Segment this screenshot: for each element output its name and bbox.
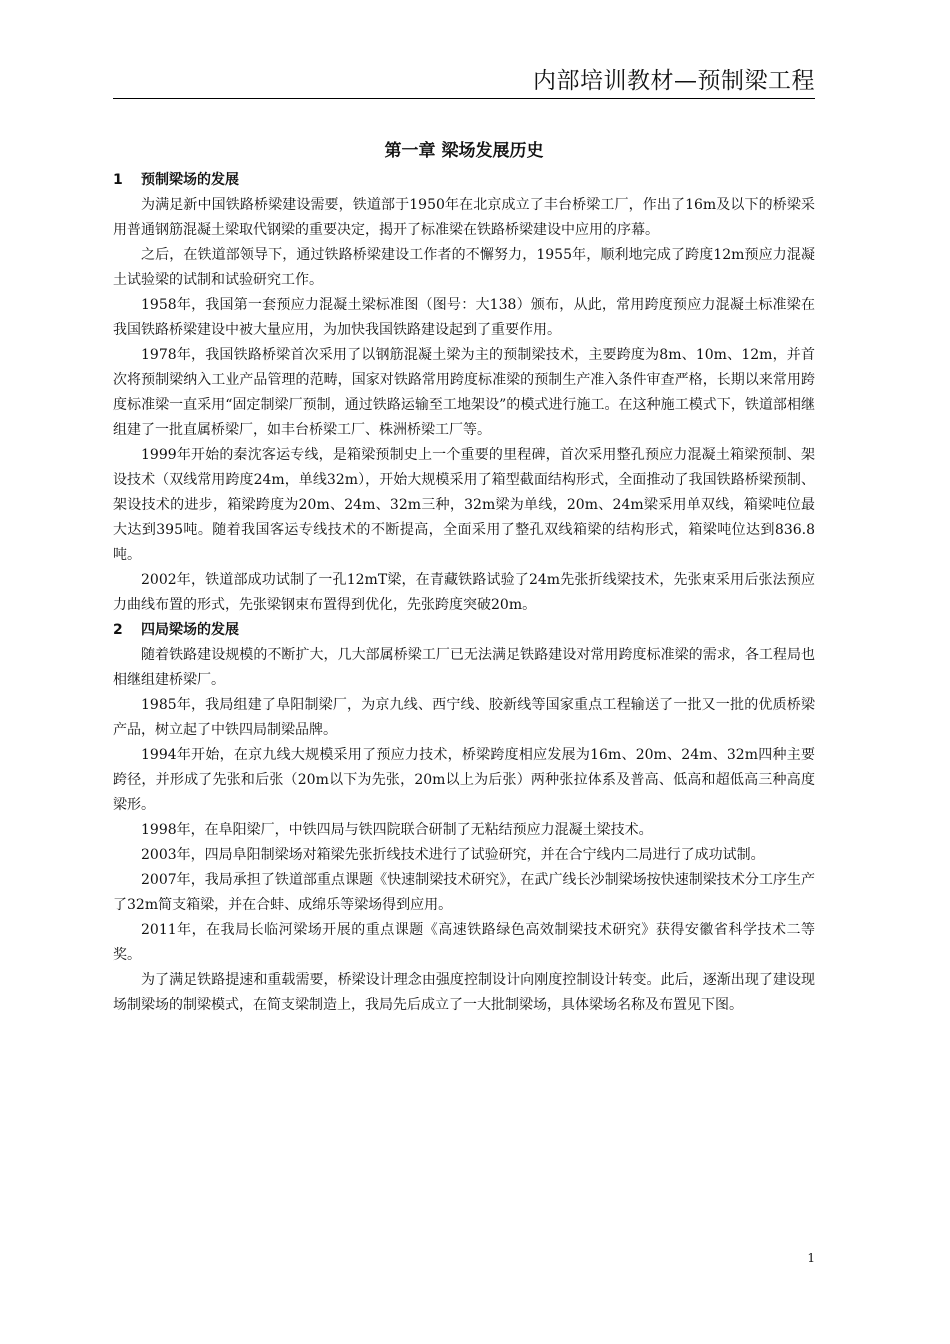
section-heading [113,168,815,193]
paragraph: 1958年，我国第一套预应力混凝土梁标准图（图号：大138）颁布，从此，常用跨度预应力混凝土标准梁在我国铁路桥梁建设中被大量应用，为加快我国铁路建设起到了重要作用。 [113,297,815,338]
paragraph: 2002年，铁道部成功试制了一孔12mT梁，在青藏铁路试验了24m先张折线梁技术，先张束采用后张法预应力曲线布置的形式，先张梁钢束布置得到优化，先张跨度突破20m。 [113,572,815,613]
paragraph: 1985年，我局组建了阜阳制梁厂，为京九线、西宁线、胶新线等国家重点工程输送了一批又一批的优质桥梁产品，树立起了中铁四局制梁品牌。 [113,697,815,738]
section-2 [113,618,815,1018]
paragraph: 1998年，在阜阳梁厂，中铁四局与铁四院联合研制了无粘结预应力混凝土梁技术。 [141,822,653,838]
running-header [113,66,815,99]
paragraph: 2007年，我局承担了铁道部重点课题《快速制梁技术研究》，在武广线长沙制梁场按快速制梁技术分工序生产了32m简支箱梁，并在合蚌、成绵乐等梁场得到应用。 [113,872,815,913]
paragraph: 之后，在铁道部领导下，通过铁路桥梁建设工作者的不懈努力，1955年，顺利地完成了跨度12m预应力混凝土试验梁的试制和试验研究工作。 [113,247,815,288]
paragraph: 2011年，在我局长临河梁场开展的重点课题《高速铁路绿色高效制梁技术研究》获得安徽省科学技术二等奖。 [113,922,815,963]
paragraph: 2003年，四局阜阳制梁场对箱梁先张折线技术进行了试验研究，并在合宁线内二局进行了成功试制。 [141,847,765,863]
paragraph: 为了满足铁路提速和重载需要，桥梁设计理念由强度控制设计向刚度控制设计转变。此后，逐渐出现了建设现场制梁场的制梁模式，在简支梁制造上，我局先后成立了一大批制梁场，具体梁场名称及布置见下图。 [113,972,815,1013]
section-heading [113,618,815,643]
page-body [113,136,815,1018]
page-number: 1 [807,1251,815,1265]
running-header-title: 内部培训教材—预制梁工程 [533,68,815,94]
section-1 [113,168,815,618]
paragraph: 为满足新中国铁路桥梁建设需要，铁道部于1950年在北京成立了丰台桥梁工厂，作出了16m及以下的桥梁采用普通钢筋混凝土梁取代钢梁的重要决定，揭开了标准梁在铁路桥梁建设中应用的序幕。 [113,197,815,238]
section-number: 2 [113,622,123,638]
section-number: 1 [113,172,123,188]
paragraph: 随着铁路建设规模的不断扩大，几大部属桥梁工厂已无法满足铁路建设对常用跨度标准梁的需求，各工程局也相继组建桥梁厂。 [113,647,815,688]
paragraph: 1994年开始，在京九线大规模采用了预应力技术，桥梁跨度相应发展为16m、20m、24m、32m四种主要跨径，并形成了先张和后张（20m以下为先张，20m以上为后张）两种张拉体系及普高、低高和超低高三种高度梁形。 [113,747,815,813]
section-title: 四局梁场的发展 [141,622,239,638]
paragraph: 1999年开始的秦沈客运专线，是箱梁预制史上一个重要的里程碑，首次采用整孔预应力混凝土箱梁预制、架设技术（双线常用跨度24m，单线32m），开始大规模采用了箱型截面结构形式，全面推动了我国铁路桥梁预制、架设技术的进步，箱梁跨度为20m、24m、32m三种，32m梁为单线，20m、24m梁采用单双线，箱梁吨位最大达到395吨。随着我国客运专线技术的不断提高，全面采用了整孔双线箱梁的结构形式，箱梁吨位达到836.8吨。 [113,447,815,563]
section-title: 预制梁场的发展 [141,172,239,188]
chapter-title: 第一章 梁场发展历史 [384,141,544,161]
paragraph: 1978年，我国铁路桥梁首次采用了以钢筋混凝土梁为主的预制梁技术，主要跨度为8m、10m、12m，并首次将预制梁纳入工业产品管理的范畴，国家对铁路常用跨度标准梁的预制生产准入条件审查严格，长期以来常用跨度标准梁一直采用“固定制梁厂预制，通过铁路运输至工地架设”的模式进行施工。在这种施工模式下，铁道部相继组建了一批直属桥梁厂，如丰台桥梁工厂、株洲桥梁工厂等。 [113,347,815,438]
